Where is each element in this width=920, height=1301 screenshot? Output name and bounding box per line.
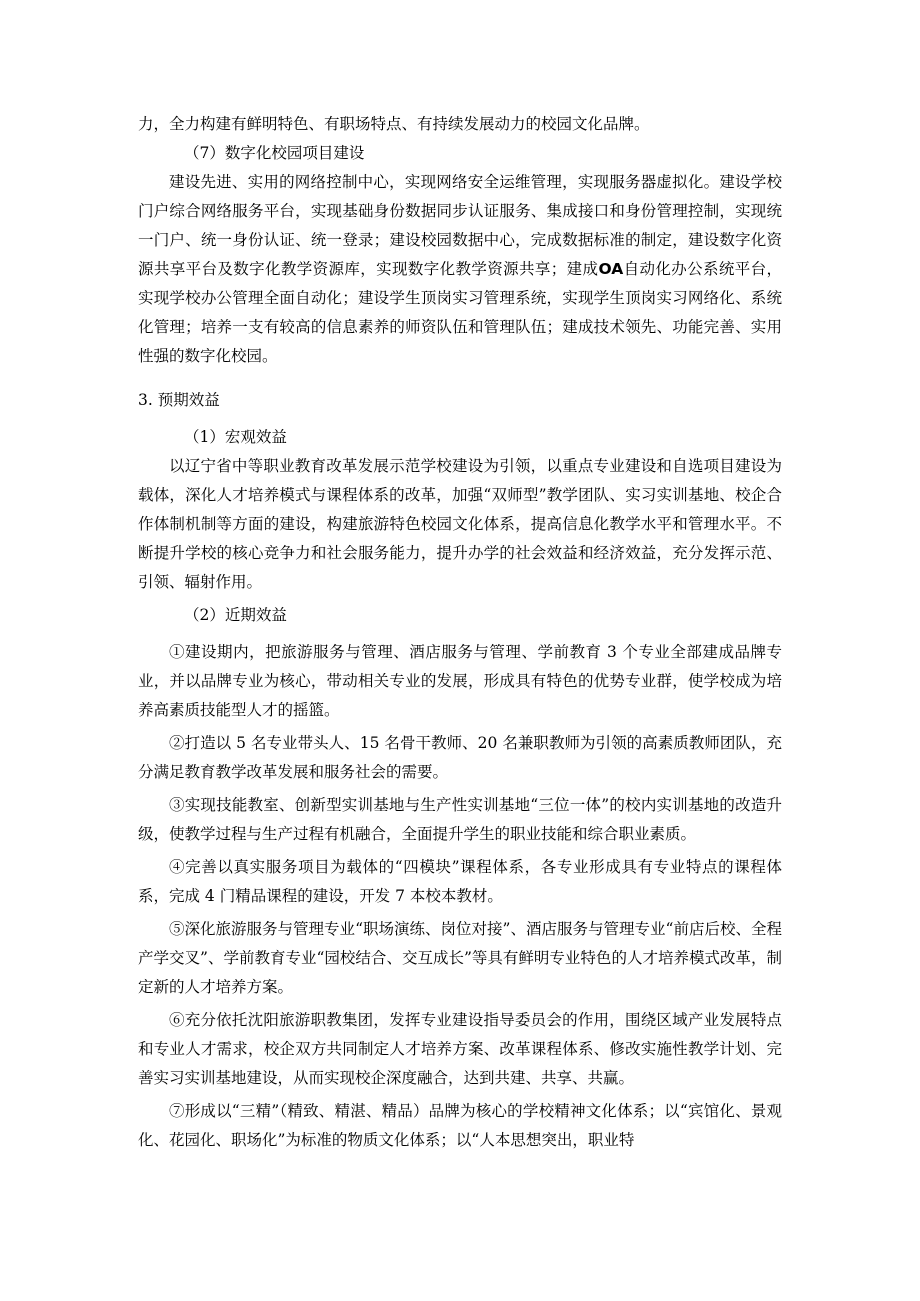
- item7-paragraph: [138, 168, 782, 371]
- continuation-paragraph: 力，全力构建有鲜明特色、有职场特点、有持续发展动力的校园文化品牌。: [138, 115, 650, 133]
- near-item-6: ⑥充分依托沈阳旅游职教集团，发挥专业建设指导委员会的作用，围绕区域产业发展特点和专业人才需求，校企双方共同制定人才培养方案、改革课程体系、修改实施性教学计划、完善实习实训基地建设，从而实现校企深度融合，达到共建、共享、共赢。: [138, 1011, 782, 1087]
- section3-heading: [138, 386, 782, 415]
- near-item-1: ①建设期内，把旅游服务与管理、酒店服务与管理、学前教育 3 个专业全部建成品牌专业，并以品牌专业为核心，带动相关专业的发展，形成具有特色的优势专业群，使学校成为培养高素质技能型人才的摇篮。: [138, 643, 782, 719]
- macro-title: 宏观效益: [224, 428, 287, 446]
- item7-title: 数字化校园项目建设: [224, 144, 365, 162]
- near-item-2: ②打造以 5 名专业带头人、15 名骨干教师、20 名兼职教师为引领的高素质教师团队，充分满足教育教学改革发展和服务社会的需要。: [138, 734, 782, 781]
- item7-body-oa: OA: [598, 260, 624, 278]
- section3-title: 预期效益: [157, 391, 220, 409]
- near-number: （2）: [184, 606, 225, 624]
- near-item-4: ④完善以真实服务项目为载体的“四模块”课程体系，各专业形成具有专业特点的课程体系，完成 4 门精品课程的建设，开发 7 本校本教材。: [138, 858, 782, 905]
- macro-paragraph: 以辽宁省中等职业教育改革发展示范学校建设为引领，以重点专业建设和自选项目建设为载体，深化人才培养模式与课程体系的改革，加强“双师型”教学团队、实习实训基地、校企合作体制机制等方面的建设，构建旅游特色校园文化体系，提高信息化教学水平和管理水平。不断提升学校的核心竞争力和社会服务能力，提升办学的社会效益和经济效益，充分发挥示范、引领、辐射作用。: [138, 457, 782, 591]
- item7-body-part2: 自动化办公系统平台，实现学校办公管理全面自动化；建设学生顶岗实习管理系统，实现学生顶岗实习网络化、系统化管理；培养一支有较高的信息素养的师资队伍和管理队伍；建成技术领先、功能完善、实用性强的数字化校园。: [138, 260, 782, 365]
- near-item-7: ⑦形成以“三精”（精致、精湛、精品）品牌为核心的学校精神文化体系；以“宾馆化、景观化、花园化、职场化”为标准的物质文化体系；以“人本思想突出，职业特: [138, 1102, 782, 1149]
- item7-heading: [138, 139, 782, 168]
- section3-number: 3.: [138, 391, 153, 409]
- macro-number: （1）: [184, 428, 225, 446]
- item7-number: （7）: [184, 144, 225, 162]
- item7-body-part1: 建设先进、实用的网络控制中心，实现网络安全运维管理，实现服务器虚拟化。建设学校门户综合网络服务平台，实现基础身份数据同步认证服务、集成接口和身份管理控制，实现统一门户、统一身份认证、统一登录；建设校园数据中心，完成数据标准的制定，建设数字化资源共享平台及数字化教学资源库，实现数字化教学资源共享；建成: [138, 173, 782, 278]
- near-title: 近期效益: [224, 606, 287, 624]
- near-item-5: ⑤深化旅游服务与管理专业“职场演练、岗位对接”、酒店服务与管理专业“前店后校、全程产学交叉”、学前教育专业“园校结合、交互成长”等具有鲜明专业特色的人才培养模式改革，制定新的人才培养方案。: [138, 920, 782, 996]
- document-page: [138, 110, 782, 1155]
- macro-heading: [138, 423, 782, 452]
- near-item-3: ③实现技能教室、创新型实训基地与生产性实训基地“三位一体”的校内实训基地的改造升级，使教学过程与生产过程有机融合，全面提升学生的职业技能和综合职业素质。: [138, 796, 782, 843]
- near-heading: [138, 601, 782, 630]
